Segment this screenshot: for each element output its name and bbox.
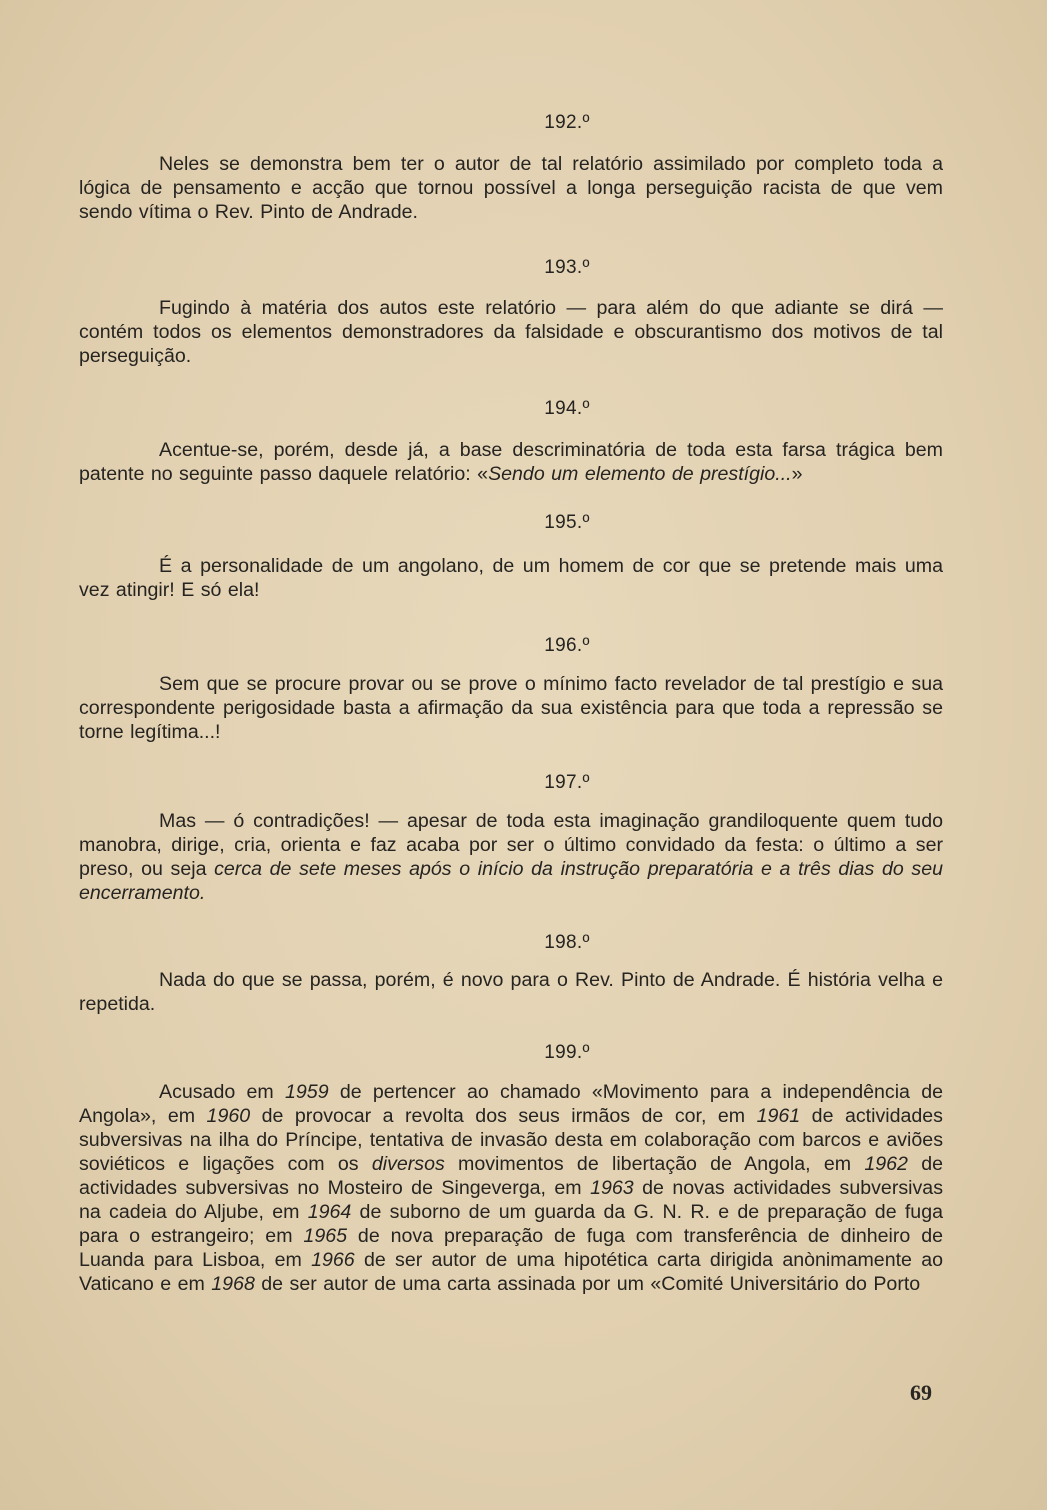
text-run: Acusado em	[159, 1081, 285, 1103]
text-run: Sem que se procure provar ou se prove o mínimo facto revelador de tal prestígio e sua correspondente perigosidade basta a afirmação da sua existência para que toda a repressão se torne legítima...!	[79, 673, 943, 743]
italic-text: 1963	[590, 1177, 634, 1199]
text-run: de novas actividades subversivas na cadeia do Aljube, em	[79, 1177, 943, 1223]
article-number: 195.º	[544, 512, 590, 533]
article-number: 194.º	[544, 398, 590, 419]
text-run: movimentos de libertação de Angola, em	[444, 1153, 865, 1175]
text-run: Fugindo à matéria dos autos este relatório — para além do que adiante se dirá — contém todos os elementos demonstradores da falsidade e obscurantismo dos motivos de tal perseguição.	[79, 297, 943, 367]
italic-text: 1964	[307, 1201, 352, 1223]
text-run: Acentue-se, porém, desde já, a base descriminatória de toda esta farsa trágica bem patente no seguinte passo daquele relatório: «	[79, 439, 943, 485]
text-run: Mas — ó contradições! — apesar de toda esta imaginação grandiloquente quem tudo manobra, dirige, cria, orienta e faz acaba por ser o último convidado da festa: o último a ser preso, ou seja	[79, 810, 943, 880]
article-paragraph	[79, 672, 943, 744]
text-run: de provocar a revolta dos seus irmãos de cor, em	[250, 1105, 757, 1127]
text-run: de pertencer ao chamado «Movimento para a independência de Angola», em	[79, 1081, 943, 1127]
article-number: 193.º	[544, 257, 590, 278]
italic-text: 1959	[285, 1081, 329, 1103]
text-run: É a personalidade de um angolano, de um homem de cor que se pretende mais uma vez atingir! E só ela!	[79, 555, 943, 601]
text-run: de suborno de um guarda da G. N. R. e de preparação de fuga para o estrangeiro; em	[79, 1201, 943, 1247]
text-run: Nada do que se passa, porém, é novo para o Rev. Pinto de Andrade. É história velha e repetida.	[79, 969, 943, 1015]
italic-text: Sendo um elemento de prestígio...	[488, 463, 792, 485]
text-run: de ser autor de uma hipotética carta dirigida anònimamente ao Vaticano e em	[79, 1249, 943, 1295]
article-paragraph	[79, 438, 943, 486]
article-paragraph	[79, 152, 943, 224]
article-paragraph	[79, 1080, 943, 1296]
article-paragraph	[79, 554, 943, 602]
article-paragraph	[79, 968, 943, 1016]
italic-text: 1966	[311, 1249, 355, 1271]
page-number: 69	[910, 1380, 932, 1405]
italic-text: 1961	[756, 1105, 801, 1127]
italic-text: cerca de sete meses após o início da instrução preparatória e a três dias do seu encerramento.	[79, 858, 943, 904]
text-run: Neles se demonstra bem ter o autor de tal relatório assimilado por completo toda a lógica de pensamento e acção que tornou possível a longa perseguição racista de que vem sendo vítima o Rev. Pinto de Andrade.	[79, 153, 943, 223]
italic-text: 1968	[211, 1273, 255, 1295]
article-paragraph	[79, 809, 943, 905]
article-number: 196.º	[544, 635, 590, 656]
text-run: de actividades subversivas na ilha do Príncipe, tentativa de invasão desta em colaboração com barcos e aviões soviéticos e ligações com os	[79, 1105, 943, 1175]
article-number: 197.º	[544, 772, 590, 793]
text-run: de ser autor de uma carta assinada por um «Comité Universitário do Porto	[254, 1273, 921, 1295]
text-run: »	[791, 463, 803, 485]
text-run: de actividades subversivas no Mosteiro de Singeverga, em	[79, 1153, 943, 1199]
article-number: 199.º	[544, 1042, 590, 1063]
italic-text: 1962	[864, 1153, 908, 1175]
text-run: de nova preparação de fuga com transferência de dinheiro de Luanda para Lisboa, em	[79, 1225, 943, 1271]
article-paragraph	[79, 296, 943, 368]
italic-text: 1965	[303, 1225, 348, 1247]
article-number: 192.º	[544, 112, 590, 133]
italic-text: diversos	[371, 1153, 445, 1175]
article-number: 198.º	[544, 932, 590, 953]
italic-text: 1960	[206, 1105, 251, 1127]
